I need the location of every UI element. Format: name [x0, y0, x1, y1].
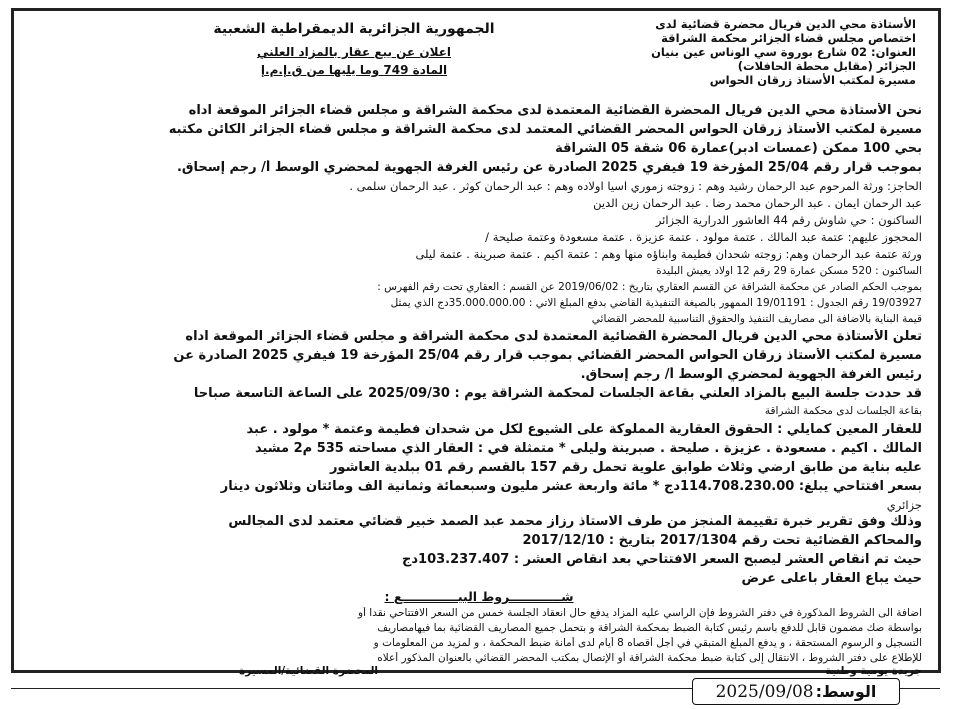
issuer-line: الأستاذة محي الدين فريال محضرة قضائية لدى	[655, 17, 916, 31]
expert-line: وذلك وفق تقرير خبرة تقييمة المنجز من طرف الاستاذ رزاز محمد عبد الصمد خبير قضائي معتمد لدى المجالس	[228, 514, 922, 529]
notice-title: اعلان عن بيع عقار بالمزاد العلني	[256, 45, 452, 59]
body-line: نحن الأستاذة محي الدين فريال المحضرة القضائية المعتمدة لدى محكمة الشراقة و مجلس قضاء الجزائر الموقعة اداه	[188, 103, 922, 118]
issuer-line: الجزائر (مقابل محطة الحافلات)	[737, 59, 916, 73]
body-line: بقاعة الجلسات لدى محكمة الشراقة	[764, 405, 922, 417]
condition-line: للإطلاع على دفتر الشروط ، الانتقال إلى كتابة ضبط محكمة الشراقة أو الإتصال بمكتب المحضر القضائي بالعنوان المذكور أعلاه	[377, 652, 922, 664]
body-line: رئيس الغرفة الجهوية لمحضري الوسط أ/ رجم إسحاق.	[580, 367, 922, 382]
opening-price-line: بسعر افتتاحي يبلغ: 114.708.230.00دج * مائة واربعة عشر مليون وسبعمائة وثمانية الف ومائتان وثلاثون دينار	[220, 479, 922, 494]
seizing-party: الحاجز: ورثة المرحوم عبد الرحمان رشيد وهم : زوجته زموري اسيا اولاده وهم : عبد الرحمان كوثر . عبد الرحمان سلمى .	[349, 179, 922, 193]
republic-title: الجمهورية الجزائرية الديمقراطية الشعبية	[213, 21, 495, 37]
property-line: المالك . اكيم . مسعودة . عزيزة . صليحة . صبرينة وليلى * متمثلة في : العقار الذي مساحته 535 م2 مشيد	[254, 441, 922, 456]
session-date-line: قد حددت جلسة البيع بالمزاد العلني بقاعة الجلسات لمحكمة الشراقة يوم : 2025/09/30 على الساعة التاسعة صباحا	[193, 386, 922, 401]
body-line: حيث يباع العقار باعلى عرض	[741, 571, 922, 586]
reduced-price-line: حيث تم انقاص العشر ليصبح السعر الافتتاحي بعد انقاص العشر : 103.237.407دج	[401, 552, 922, 567]
body-line: الساكنون : 520 مسكن عمارة 29 رقم 12 اولاد يعيش البليدة	[656, 265, 922, 277]
body-line: بموجب الحكم الصادر عن محكمة الشراقة عن القسم العقاري بتاريخ : 2019/06/02 عن القسم : العقاري تحت رقم الفهرس :	[377, 281, 922, 293]
body-line: مسيرة لمكتب الأستاذ زرقان الحواس المحضر القضائي بموجب قرار رقم 25/04 المؤرخة 19 فيفري 2025 الصادرة عن	[173, 348, 922, 363]
body-line: قيمة البناية بالاضافة الى مصاريف التنفيذ والحقوق التناسبية للمحضر القضائي	[591, 313, 922, 325]
auction-notice	[11, 8, 941, 677]
footer-rule	[900, 688, 940, 689]
condition-line: اضافة الى الشروط المذكورة في دفتر الشروط فإن الراسي عليه المزاد يدفع حال انعقاد الجلسة خمس من السعر الافتتاحي نقدا أو	[357, 607, 922, 619]
expert-line: والمحاكم القضائية تحت رقم 2017/1304 بتاريخ : 2017/12/10	[522, 533, 922, 548]
body-line: مسيرة لمكتب الأستاذ زرقان الحواس المحضر القضائي المعتمد لدى محكمة الشراقة و مجلس قضاء الجزائر الكائن مكتبه	[168, 122, 922, 137]
property-line: للعقار المعين كمايلي : الحقوق العقارية المملوكة على الشيوع لكل من شحدان فطيمة وعتمة * مولود . عبد	[246, 422, 922, 437]
body-line: بموجب قرار رقم 25/04 المؤرخة 19 فيفري 2025 الصادرة عن رئيس الغرفة الجهوية لمحضري الوسط أ/ رجم إسحاق.	[176, 160, 922, 175]
body-line: 19/03927 رقم الجدول : 19/01191 الممهور بالصيغة التنفيذية القاضي بدفع المبلغ الاتي : 35.000.000.00دج الذي يمثل	[390, 297, 922, 309]
signature-line: المحضرة القضائية/المسيرة	[239, 665, 378, 677]
newspaper-line: جريدة يومية وطنية	[825, 665, 922, 677]
footer-rule	[11, 688, 692, 689]
heirs-line: ورثة عتمة عبد الرحمان وهم: زوجته شحدان فطيمة وابناؤه منها وهم : عتمة اكيم . عتمة صبرينة . عتمة ليلى	[415, 247, 922, 261]
body-line: تعلن الأستاذة محي الدين فريال المحضرة القضائية المعتمدة لدى محكمة الشراقة و مجلس قضاء الجزائر الموقعة اداه	[185, 329, 922, 344]
body-line: جزائري	[886, 498, 922, 512]
publication-date-box	[692, 678, 900, 705]
condition-line: بواسطة صك مضمون قابل للدفع باسم رئيس كتابة الضبط بمحكمة الشراقة و بتحمل جميع المصاريف القضائية بما فيهامصاريف	[377, 622, 922, 634]
issuer-line: اختصاص مجلس قضاء الجزائر محكمة الشراقة	[661, 31, 916, 45]
body-line: بحي 100 ممكن (عمسات ادبر)عمارة 06 شقة 05 الشراقة	[555, 141, 922, 156]
article-reference: المادة 749 وما يليها من ق.إ.م.إ	[260, 63, 448, 77]
seized-party: المحجوز عليهم: عتمة عبد المالك . عتمة مولود . عتمة عزيزة . عتمة مسعودة وعتمة صليحة /	[485, 230, 922, 244]
property-line: عليه بناية من طابق ارضي وثلاث طوابق علوية تحمل رقم 157 بالقسم رقم 01 ببلدية العاشور	[329, 460, 922, 475]
body-line: عبد الرحمان ايمان . عبد الرحمان محمد رضا . عبد الرحمان زين الدين	[593, 196, 922, 210]
publication-date: 2025/09/08	[715, 681, 814, 702]
issuer-line: العنوان: 02 شارع بوروة سي الوناس عين بنيان	[651, 45, 916, 59]
newspaper-name: الوسط:	[815, 682, 877, 701]
issuer-line: مسيرة لمكتب الأستاذ زرقان الحواس	[709, 73, 916, 87]
conditions-heading: شــــــــــــروط البيـــــــــــــع :	[384, 589, 574, 604]
body-line: الساكنون : حي شاوش رقم 44 العاشور الدرارية الجزائر	[655, 213, 922, 227]
condition-line: التسجيل و الرسوم المستحقة ، و يدفع المبلغ المتبقي في أجل أقصاه 8 أيام لدى أمانة ضبط المحكمة ، و لمزيد من المعلومات و	[373, 637, 922, 649]
